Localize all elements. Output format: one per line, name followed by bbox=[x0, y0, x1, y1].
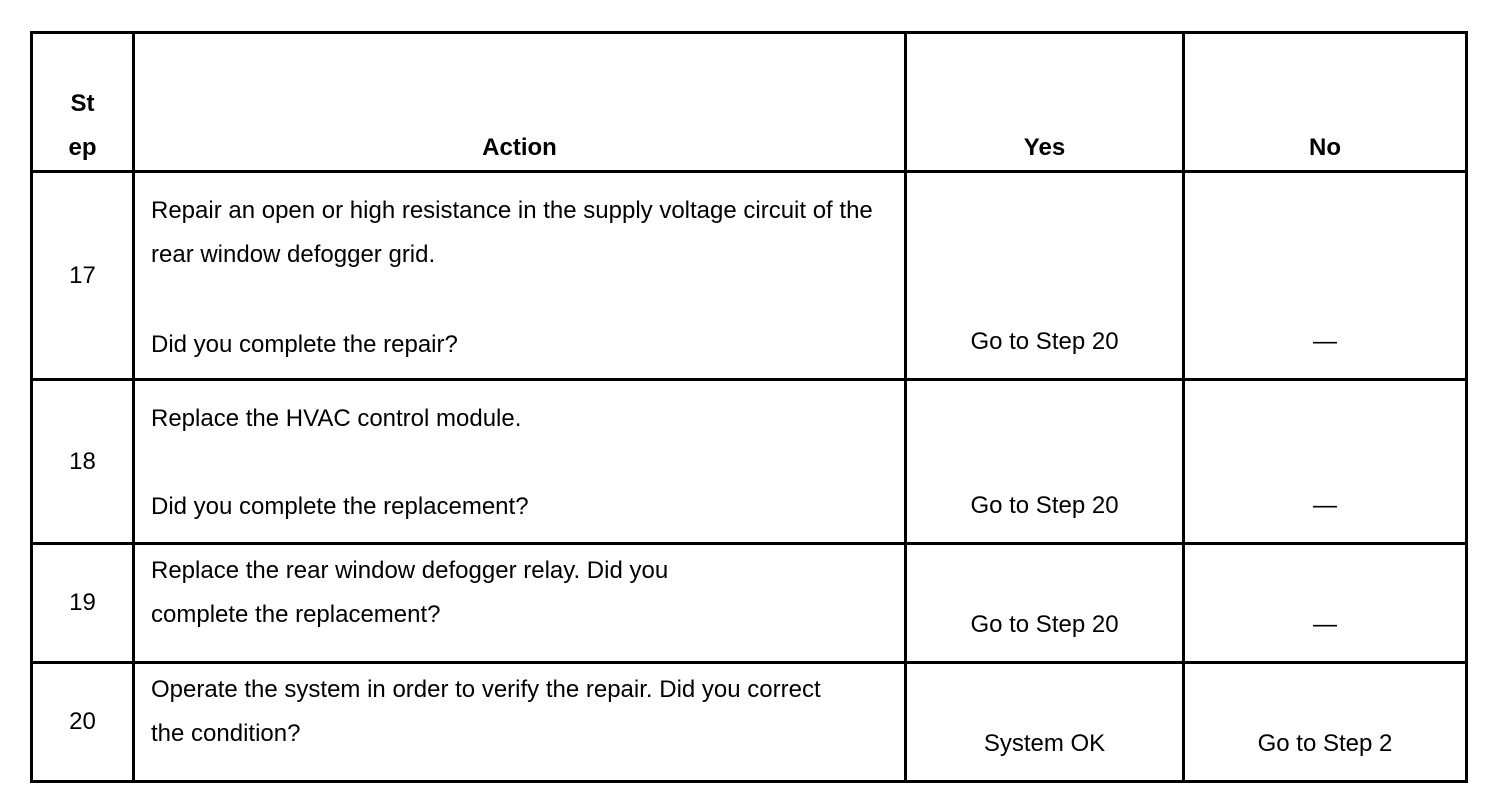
yes-header: Yes bbox=[906, 33, 1184, 172]
step-header-line2: ep bbox=[68, 134, 97, 161]
action-cell bbox=[134, 172, 906, 380]
yes-cell: System OK bbox=[906, 663, 1184, 782]
action-text: Operate the system in order to verify the repair. Did you correct the condition? bbox=[151, 676, 821, 747]
step-number: 20 bbox=[32, 663, 134, 782]
step-number: 19 bbox=[32, 544, 134, 663]
step-number: 18 bbox=[32, 380, 134, 544]
yes-cell: Go to Step 20 bbox=[906, 172, 1184, 380]
action-text: Replace the rear window defogger relay. Did you complete the replacement? bbox=[151, 557, 669, 628]
action-question: Did you complete the replacement? bbox=[151, 493, 529, 520]
action-text: Replace the HVAC control module. bbox=[151, 405, 522, 432]
no-cell: — bbox=[1184, 544, 1467, 663]
yes-cell: Go to Step 20 bbox=[906, 544, 1184, 663]
no-header: No bbox=[1184, 33, 1467, 172]
action-text: Repair an open or high resistance in the supply voltage circuit of the rear window defogger grid. bbox=[151, 197, 873, 268]
step-header bbox=[32, 33, 134, 172]
no-cell: Go to Step 2 bbox=[1184, 663, 1467, 782]
step-number: 17 bbox=[32, 172, 134, 380]
step-header-line1: St bbox=[70, 90, 95, 117]
action-cell bbox=[134, 544, 906, 663]
table-row-step-19 bbox=[32, 544, 1467, 663]
table-row-step-17 bbox=[32, 172, 1467, 380]
diagnostic-table bbox=[30, 31, 1468, 783]
action-cell bbox=[134, 380, 906, 544]
action-cell bbox=[134, 663, 906, 782]
yes-cell: Go to Step 20 bbox=[906, 380, 1184, 544]
action-question: Did you complete the repair? bbox=[151, 331, 458, 358]
table-row-step-20 bbox=[32, 663, 1467, 782]
action-header: Action bbox=[134, 33, 906, 172]
header-row bbox=[32, 33, 1467, 172]
table-row-step-18 bbox=[32, 380, 1467, 544]
no-cell: — bbox=[1184, 380, 1467, 544]
no-cell: — bbox=[1184, 172, 1467, 380]
